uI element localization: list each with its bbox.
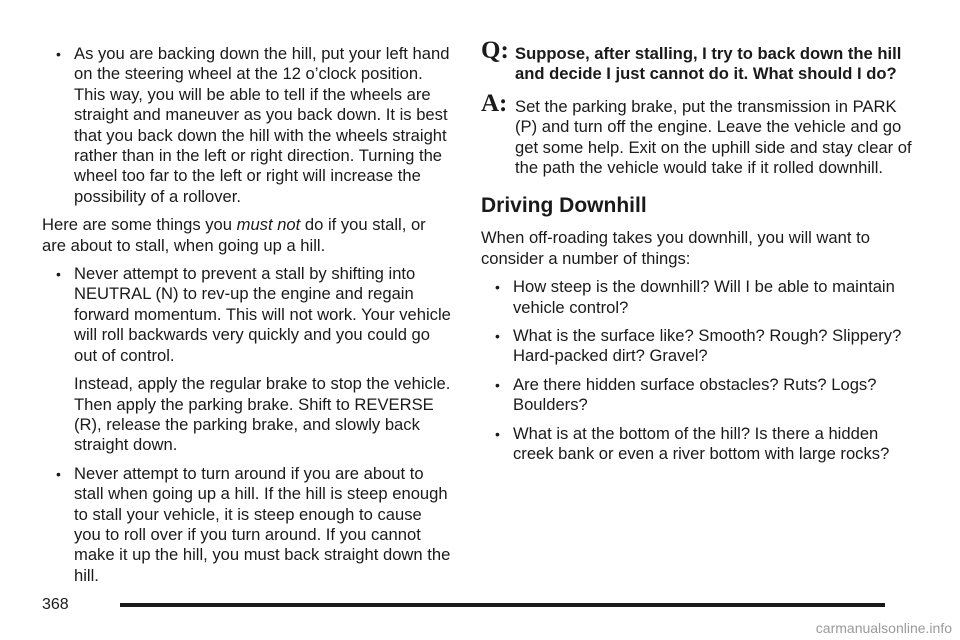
left-column	[42, 44, 452, 594]
intro-after: do if you stall, or are about to stall, when going up a hill.	[42, 215, 426, 255]
question-block	[481, 37, 921, 85]
downhill-bullet: • How steep is the downhill? Will I be able to maintain vehicle control?	[481, 277, 921, 318]
bullet-neutral-continuation: Instead, apply the regular brake to stop the vehicle. Then apply the parking brake. Shift to REVERSE (R), release the parking brake, and slowly back straight down.	[74, 374, 451, 455]
question-mark-label: Q:	[481, 37, 509, 64]
bullet-turn-around: • Never attempt to turn around if you are about to stall when going up a hill. If the hill is steep enough to stall your vehicle, it is steep enough to cause you to roll over if you turn around. If you cannot make it up the hill, you must back straight down the hill.	[42, 464, 452, 586]
page-number: 368	[42, 596, 69, 613]
answer-text: Set the parking brake, put the transmission in PARK (P) and turn off the engine. Leave the vehicle and go get some help. Exit on the uphill side and stay clear of the path the vehicle would take if it rolled downhill.	[515, 96, 912, 178]
answer-mark-label: A:	[481, 89, 508, 117]
question-text: Suppose, after stalling, I try to back down the hill and decide I just cannot do it. What should I do?	[515, 44, 902, 84]
bullet-backing-down: • As you are backing down the hill, put your left hand on the steering wheel at the 12 o’clock position. This way, you will be able to tell if the wheels are straight and maneuver as you back down. It is best that you back down the hill with the wheels straight rather than in the left or right direction. Turning the wheel too far to the left or right will increase the possibility of a rollover.	[42, 44, 452, 207]
intro-must-not	[42, 215, 452, 256]
downhill-bullet: • What is at the bottom of the hill? Is there a hidden creek bank or even a river bottom with large rocks?	[481, 424, 921, 465]
downhill-bullet: • What is the surface like? Smooth? Rough? Slippery? Hard-packed dirt? Gravel?	[481, 326, 921, 367]
right-column	[481, 37, 921, 473]
footer-rule	[120, 603, 885, 607]
watermark-text: carmanualsonline.info	[815, 620, 952, 636]
downhill-intro: When off-roading takes you downhill, you will want to consider a number of things:	[481, 228, 870, 268]
intro-before: Here are some things you	[42, 215, 237, 235]
section-heading-driving-downhill: Driving Downhill	[481, 194, 647, 218]
answer-block	[481, 89, 921, 179]
downhill-bullet: • Are there hidden surface obstacles? Ruts? Logs? Boulders?	[481, 375, 921, 416]
bullet-neutral-stall: • Never attempt to prevent a stall by shifting into NEUTRAL (N) to rev-up the engine and regain forward momentum. This will not work. Your vehicle will roll backwards very quickly and you could go out of control.	[42, 264, 452, 366]
intro-emphasis: must not	[236, 215, 301, 235]
